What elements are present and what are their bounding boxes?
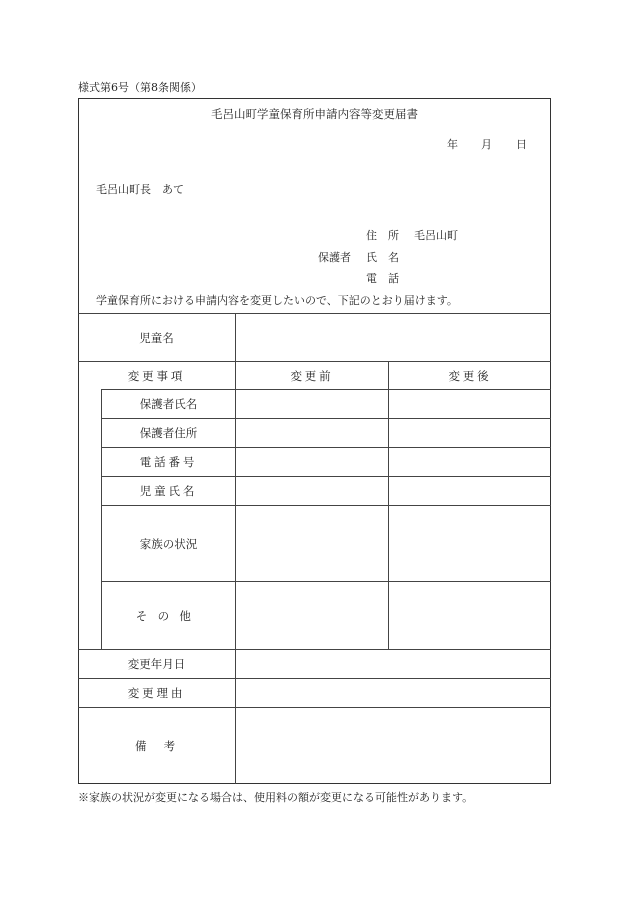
after-family-status[interactable] — [391, 508, 552, 582]
header-before: 変更前 — [290, 368, 334, 383]
header-item: 変更事項 — [127, 368, 186, 383]
phone-input[interactable] — [414, 266, 546, 286]
after-child-name[interactable] — [391, 479, 552, 505]
row-other: その他 — [135, 608, 202, 623]
guardian-label: 保護者 — [318, 251, 351, 264]
date-year-label: 年 — [447, 138, 458, 151]
before-phone[interactable] — [238, 450, 389, 476]
reason-input[interactable] — [238, 681, 552, 707]
addressee: 毛呂山町長 あて — [96, 183, 184, 196]
address-value: 毛呂山町 — [414, 229, 458, 242]
phone-label: 電 話 — [366, 272, 399, 285]
date-day-input[interactable] — [493, 132, 517, 152]
footnote: ※家族の状況が変更になる場合は、使用料の額が変更になる可能性があります。 — [78, 791, 474, 804]
name-label: 氏 名 — [366, 251, 399, 264]
form-number: 様式第6号（第8条関係） — [78, 81, 202, 94]
after-guardian-name[interactable] — [391, 392, 552, 418]
before-guardian-name[interactable] — [238, 392, 389, 418]
reason-label: 変更理由 — [127, 686, 186, 700]
change-date-label: 変更年月日 — [127, 657, 186, 671]
change-date-input[interactable] — [238, 652, 552, 678]
before-other[interactable] — [238, 584, 389, 650]
remarks-input[interactable] — [238, 710, 552, 784]
after-other[interactable] — [391, 584, 552, 650]
statement: 学童保育所における申請内容を変更したいので、下記のとおり届けます。 — [96, 294, 458, 307]
before-guardian-address[interactable] — [238, 421, 389, 447]
child-name-input[interactable] — [238, 316, 552, 360]
date-month-input[interactable] — [459, 132, 483, 152]
row-guardian-address: 保護者住所 — [139, 426, 198, 440]
remarks-label: 備 考 — [134, 739, 179, 753]
guardian-name-input[interactable] — [414, 245, 546, 265]
child-name-label: 児童名 — [139, 330, 174, 345]
header-after: 変更後 — [448, 368, 492, 383]
before-family-status[interactable] — [238, 508, 389, 582]
row-child-name: 児童氏名 — [139, 484, 198, 498]
form-title: 毛呂山町学童保育所申請内容等変更届書 — [211, 107, 418, 121]
before-child-name[interactable] — [238, 479, 389, 505]
after-guardian-address[interactable] — [391, 421, 552, 447]
row-phone-number: 電話番号 — [139, 455, 198, 469]
row-guardian-name: 保護者氏名 — [139, 397, 198, 411]
date-day-label: 日 — [516, 138, 527, 151]
address-input[interactable] — [462, 223, 546, 243]
row-family-status: 家族の状況 — [139, 536, 198, 551]
address-label: 住 所 — [366, 229, 399, 242]
date-month-label: 月 — [481, 138, 492, 151]
after-phone[interactable] — [391, 450, 552, 476]
